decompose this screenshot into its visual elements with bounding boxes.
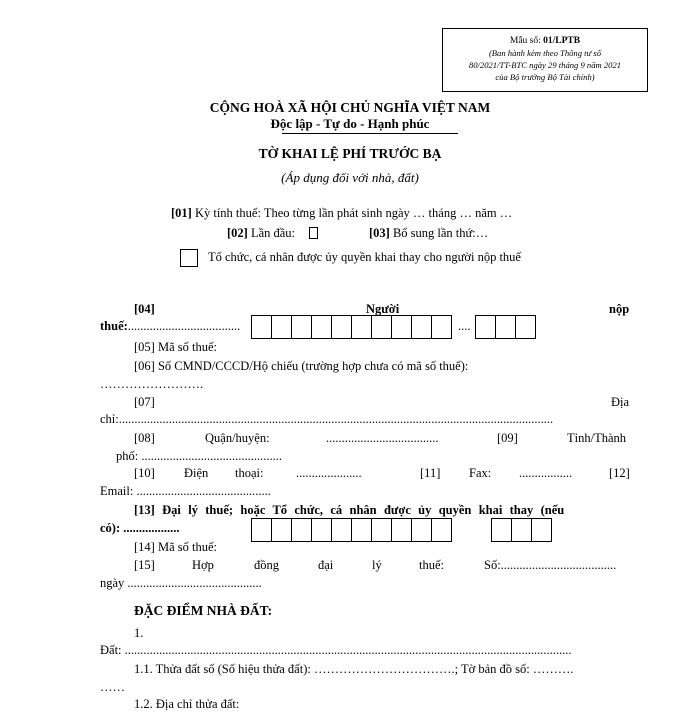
field-code-11: [11]	[420, 466, 441, 480]
land-address-label: 1.2. Địa chỉ thửa đất:	[134, 697, 240, 711]
field-code-02: [02]	[227, 226, 248, 240]
taxpayer-label-3: thuế:	[100, 319, 128, 333]
supplement-line	[369, 226, 488, 241]
field-code-10: [10]	[134, 466, 155, 480]
field-code-15: [15]	[134, 558, 155, 572]
address-label: Địa	[611, 395, 630, 409]
contract-date: ngày ...........................................	[100, 576, 262, 590]
form-code-prefix: Mẫu số:	[509, 36, 544, 46]
id-number-dots: …………………….	[100, 377, 204, 391]
first-time-label: Lần đầu:	[247, 226, 296, 240]
land-item-number: 1.	[134, 626, 144, 640]
tax-code-cells[interactable]	[251, 315, 452, 339]
form-issuance-line3: của Bộ trưởng Bộ Tài chính)	[495, 72, 595, 82]
taxpayer-label: Người	[366, 302, 400, 316]
district-label: Quận/huyện:	[205, 431, 270, 445]
id-number-label: [06] Số CMND/CCCD/Hộ chiếu (trường hợp chưa có mã số thuế):	[134, 359, 469, 373]
first-time-checkbox[interactable]	[309, 227, 318, 239]
authorized-label: Tổ chức, cá nhân được ủy quyền khai thay cho người nộp thuế	[208, 250, 521, 264]
field-code-08: [08]	[134, 431, 155, 445]
tax-agent-line	[100, 521, 180, 536]
field-code-01: [01]	[171, 206, 192, 220]
land-line: Đất: ...............................................................................................................................................	[100, 643, 572, 657]
tax-agent-label: [13] Đại lý thuế; hoặc Tổ chức, cá nhân được ủy quyền khai thay (nếu	[134, 503, 565, 517]
contract-word-4: lý	[372, 558, 382, 572]
phone-label-2: thoại:	[235, 466, 264, 480]
first-time-line	[227, 226, 295, 241]
tax-code-branch-cells[interactable]	[475, 315, 536, 339]
property-heading: ĐẶC ĐIỂM NHÀ ĐẤT:	[134, 603, 273, 618]
tax-code-label: [05] Mã số thuế:	[134, 340, 217, 354]
agent-tax-code-label: [14] Mã số thuế:	[134, 540, 217, 554]
tax-period-line	[171, 206, 512, 221]
taxpayer-name-dots: ....................................	[127, 319, 241, 333]
contract-word-5: thuế:	[419, 558, 444, 572]
contract-word-3: đại	[318, 558, 334, 572]
form-subtitle: (Áp dụng đối với nhà, đất)	[281, 170, 419, 185]
authorized-checkbox[interactable]	[180, 249, 198, 267]
phone-dots: .....................	[296, 466, 362, 480]
form-title: TỜ KHAI LỆ PHÍ TRƯỚC BẠ	[258, 146, 442, 161]
form-issuance-line2: 80/2021/TT-BTC ngày 29 tháng 9 năm 2021	[468, 60, 622, 70]
agent-tax-code-cells[interactable]	[251, 518, 452, 542]
field-code-09: [09]	[497, 431, 518, 445]
phone-label-1: Điện	[184, 466, 209, 480]
contract-word-1: Hợp	[192, 558, 214, 572]
taxpayer-name-line	[100, 319, 240, 334]
contract-word-2: đồng	[254, 558, 279, 572]
field-code-07: [07]	[134, 395, 155, 409]
form-issuance-line1: (Ban hành kèm theo Thông tư số	[488, 48, 602, 58]
district-dots: ....................................	[326, 431, 439, 445]
form-code-value: 01/LPTB	[543, 36, 581, 46]
tax-agent-dots: có): ..................	[100, 521, 180, 535]
land-parcel-line: 1.1. Thửa đất số (Số hiệu thửa đất): …………………………….; Tờ bản đồ số: ……….	[134, 662, 574, 676]
fax-dots: .................	[519, 466, 573, 480]
province-line: phố: .............................................	[116, 449, 282, 463]
field-code-04: [04]	[134, 302, 155, 316]
land-parcel-line-cont: ……	[100, 680, 125, 694]
fax-label: Fax:	[469, 466, 492, 480]
country-name: CỘNG HOÀ XÃ HỘI CHỦ NGHĨA VIỆT NAM	[209, 100, 491, 115]
tax-period-label: Kỳ tính thuế: Theo từng lần phát sinh ngày … tháng … năm …	[191, 206, 513, 220]
field-code-12: [12]	[609, 466, 630, 480]
province-label: Tỉnh/Thành	[567, 431, 627, 445]
form-code-box	[442, 28, 648, 92]
agent-tax-code-branch-cells[interactable]	[491, 518, 552, 542]
form-code	[443, 35, 647, 47]
field-code-03: [03]	[369, 226, 390, 240]
email-line: Email: ...........................................	[100, 484, 271, 498]
motto: Độc lập - Tự do - Hạnh phúc	[270, 116, 430, 131]
contract-number: Số:.....................................	[484, 558, 617, 572]
supplement-label: Bổ sung lần thứ:…	[389, 226, 489, 240]
address-line: chỉ:...........................................................................................................................................	[100, 412, 554, 426]
tax-code-separator: ....	[458, 319, 471, 333]
motto-underline	[282, 133, 458, 134]
taxpayer-label-2: nộp	[609, 302, 630, 316]
